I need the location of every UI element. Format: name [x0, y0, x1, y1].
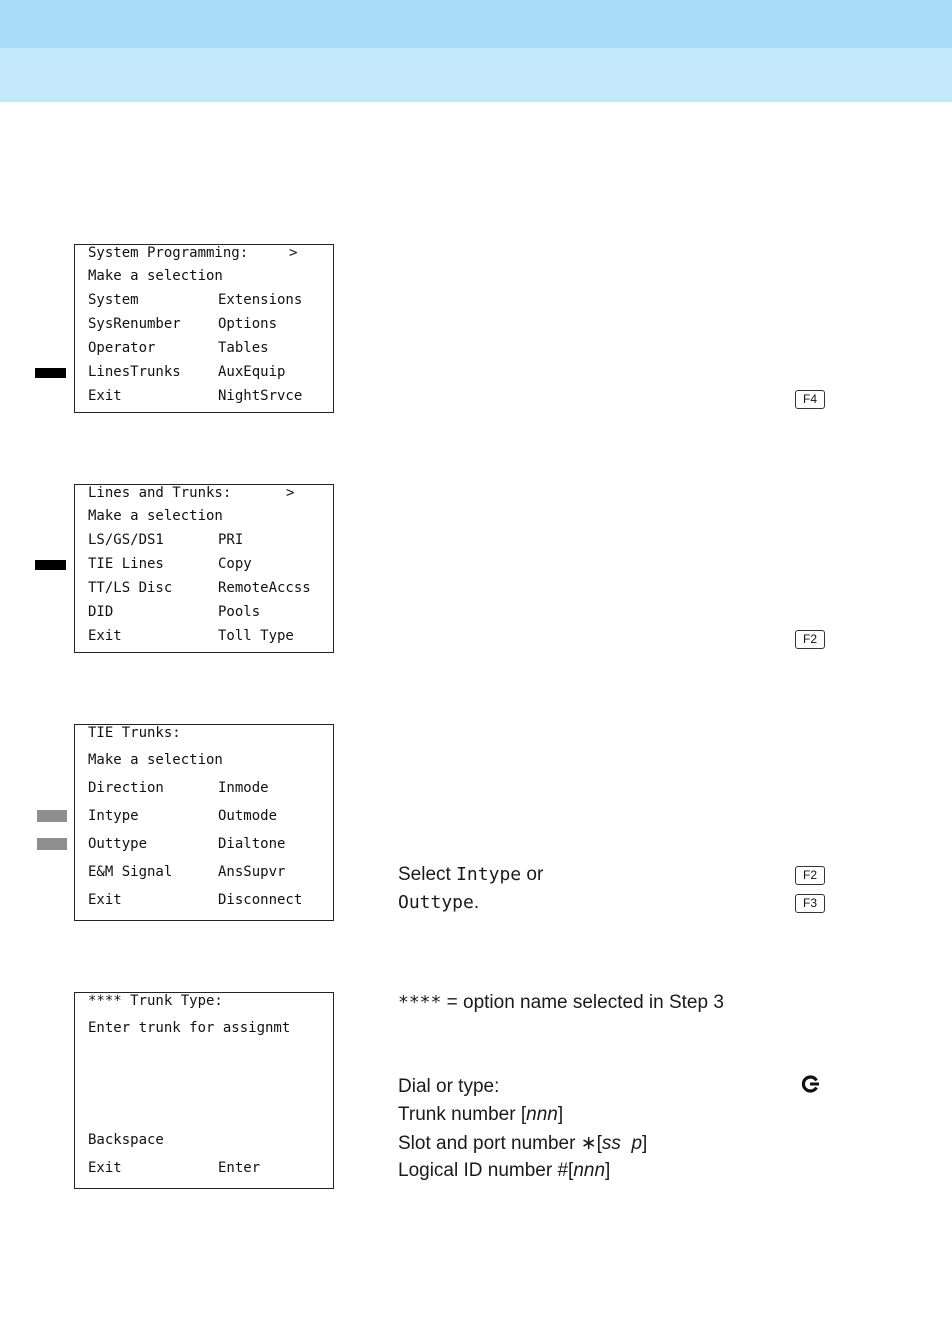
selection-marker-intype	[37, 810, 67, 822]
trunk-type-screen	[74, 992, 334, 1189]
menu-item-linestrunks[interactable]: LinesTrunks	[88, 364, 181, 380]
menu-item-enter[interactable]: Enter	[218, 1160, 261, 1176]
menu-item-exit[interactable]: Exit	[88, 1160, 122, 1176]
screen-title: Lines and Trunks:	[88, 485, 232, 501]
menu-item-tie-lines[interactable]: TIE Lines	[88, 556, 164, 572]
header-band-top	[0, 0, 952, 48]
menu-item-em-signal[interactable]: E&M Signal	[88, 864, 173, 880]
menu-item-copy[interactable]: Copy	[218, 556, 252, 572]
screen-prompt: Make a selection	[88, 752, 223, 768]
select-instruction: Select Intype or	[398, 864, 544, 885]
screen-prompt: Enter trunk for assignmt	[88, 1020, 291, 1036]
lines-and-trunks-screen	[74, 484, 334, 653]
screen-prompt: Make a selection	[88, 268, 223, 284]
menu-item-intype[interactable]: Intype	[88, 808, 139, 824]
intype-keyword: Intype	[456, 864, 522, 885]
logical-id-line: Logical ID number #[nnn]	[398, 1160, 611, 1181]
menu-item-exit[interactable]: Exit	[88, 388, 122, 404]
menu-item-nightsrvce[interactable]: NightSrvce	[218, 388, 303, 404]
screen-title: TIE Trunks:	[88, 725, 181, 741]
menu-item-inmode[interactable]: Inmode	[218, 780, 269, 796]
menu-item-outtype[interactable]: Outtype	[88, 836, 148, 852]
function-key-f4[interactable]: F4	[795, 390, 825, 409]
function-key-f2[interactable]: F2	[795, 630, 825, 649]
screen-title: System Programming:	[88, 245, 249, 261]
tie-trunks-screen	[74, 724, 334, 921]
menu-item-operator[interactable]: Operator	[88, 340, 156, 356]
menu-item-did[interactable]: DID	[88, 604, 114, 620]
menu-item-outmode[interactable]: Outmode	[218, 808, 278, 824]
menu-item-extensions[interactable]: Extensions	[218, 292, 303, 308]
menu-item-disconnect[interactable]: Disconnect	[218, 892, 303, 908]
selection-marker	[35, 560, 66, 570]
menu-item-tt-ls-disc[interactable]: TT/LS Disc	[88, 580, 173, 596]
menu-item-anssupvr[interactable]: AnsSupvr	[218, 864, 286, 880]
select-instruction-cont: Outtype.	[398, 892, 480, 913]
next-page-arrow[interactable]: >	[286, 485, 295, 501]
menu-item-auxequip[interactable]: AuxEquip	[218, 364, 286, 380]
menu-item-pri[interactable]: PRI	[218, 532, 244, 548]
menu-item-exit[interactable]: Exit	[88, 892, 122, 908]
menu-item-dialtone[interactable]: Dialtone	[218, 836, 286, 852]
system-programming-screen	[74, 244, 334, 413]
trunk-number-line: Trunk number [nnn]	[398, 1104, 564, 1125]
screen-title: **** Trunk Type:	[88, 993, 223, 1009]
header-band-bottom	[0, 48, 952, 102]
outtype-keyword: Outtype	[398, 892, 474, 913]
menu-item-system[interactable]: System	[88, 292, 139, 308]
function-key-f2[interactable]: F2	[795, 866, 825, 885]
next-page-arrow[interactable]: >	[289, 245, 298, 261]
menu-item-sysrenumber[interactable]: SysRenumber	[88, 316, 181, 332]
menu-item-toll-type[interactable]: Toll Type	[218, 628, 294, 644]
menu-item-exit[interactable]: Exit	[88, 628, 122, 644]
function-key-f3[interactable]: F3	[795, 894, 825, 913]
menu-item-remoteaccss[interactable]: RemoteAccss	[218, 580, 311, 596]
backspace-option[interactable]: Backspace	[88, 1132, 164, 1148]
selection-marker	[35, 368, 66, 378]
menu-item-tables[interactable]: Tables	[218, 340, 269, 356]
dial-or-type-label: Dial or type:	[398, 1076, 500, 1097]
slot-port-line: Slot and port number ∗[ss p]	[398, 1133, 648, 1154]
option-name-note: **** = option name selected in Step 3	[398, 992, 724, 1013]
menu-item-ls-gs-ds1[interactable]: LS/GS/DS1	[88, 532, 164, 548]
menu-item-pools[interactable]: Pools	[218, 604, 261, 620]
menu-item-options[interactable]: Options	[218, 316, 278, 332]
menu-item-direction[interactable]: Direction	[88, 780, 164, 796]
selection-marker-outtype	[37, 838, 67, 850]
screen-prompt: Make a selection	[88, 508, 223, 524]
dial-pad-icon	[801, 1074, 821, 1094]
